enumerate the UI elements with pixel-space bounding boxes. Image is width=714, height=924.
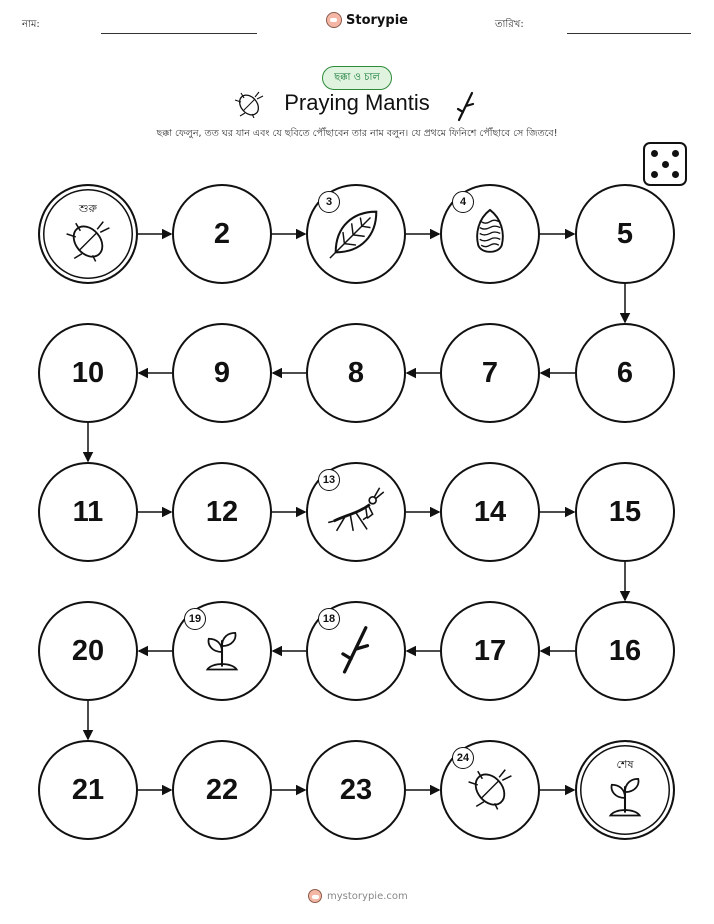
cell-number-badge: 4 — [452, 191, 474, 213]
cell-number-badge: 24 — [452, 747, 474, 769]
board-cell[interactable] — [440, 323, 540, 423]
cell-number: 6 — [616, 356, 634, 389]
finish-label: শেষ — [616, 758, 634, 771]
beetle-icon — [464, 766, 516, 814]
footer-url: mystorypie.com — [327, 890, 408, 902]
leaf-icon — [327, 203, 385, 265]
sprout-icon — [603, 771, 647, 823]
sprout-icon — [200, 625, 244, 677]
board-cell[interactable] — [306, 740, 406, 840]
board-cell[interactable] — [172, 323, 272, 423]
board-cell[interactable] — [38, 323, 138, 423]
board-cell[interactable] — [575, 462, 675, 562]
date-label: তারিখ: — [495, 19, 524, 30]
cell-number-badge: 19 — [184, 608, 206, 630]
cell-number: 9 — [213, 356, 231, 389]
cell-number: 21 — [71, 773, 105, 806]
cell-number: 5 — [616, 217, 634, 250]
beetle-icon — [62, 218, 114, 266]
start-cell[interactable] — [38, 184, 138, 284]
egg-case-icon — [472, 207, 508, 261]
cell-number-badge: 3 — [318, 191, 340, 213]
cell-number: 8 — [347, 356, 365, 389]
instructions: ছক্কা ফেলুন, তত ঘর যান এবং যে ছবিতে পৌঁছাবেন তার নাম বলুন। যে প্রথমে ফিনিশে পৌঁছাবে সে জিতবে! — [156, 128, 558, 139]
cell-number: 17 — [473, 634, 507, 667]
cell-number-badge: 13 — [318, 469, 340, 491]
cell-number: 23 — [339, 773, 373, 806]
finish-cell[interactable] — [575, 740, 675, 840]
start-label: শুরু — [79, 202, 97, 215]
board-cell[interactable] — [440, 601, 540, 701]
cell-number: 2 — [213, 217, 231, 250]
board-cell[interactable] — [38, 462, 138, 562]
board-cell[interactable] — [172, 184, 272, 284]
cell-number-badge: 18 — [318, 608, 340, 630]
board-cell[interactable] — [440, 462, 540, 562]
board-cell[interactable] — [172, 462, 272, 562]
name-label: নাম: — [22, 19, 40, 30]
cell-number: 10 — [71, 356, 105, 389]
cell-number: 22 — [205, 773, 239, 806]
board-cell[interactable] — [575, 323, 675, 423]
cell-number: 11 — [72, 495, 104, 528]
cell-number: 14 — [473, 495, 507, 528]
cell-number: 15 — [608, 495, 642, 528]
cell-number: 20 — [71, 634, 105, 667]
board-cell[interactable] — [172, 740, 272, 840]
board-cell[interactable] — [306, 323, 406, 423]
praying-mantis-icon — [325, 485, 387, 539]
board-cell[interactable] — [575, 601, 675, 701]
cell-number: 7 — [481, 356, 499, 389]
brand-name: Storypie — [346, 12, 408, 28]
storypie-logo-icon — [308, 889, 322, 903]
twig-icon — [338, 621, 374, 681]
cell-number: 16 — [608, 634, 642, 667]
board-cell[interactable] — [38, 601, 138, 701]
board-cell[interactable] — [575, 184, 675, 284]
cell-number: 12 — [205, 495, 239, 528]
board-cell[interactable] — [38, 740, 138, 840]
footer — [308, 889, 408, 903]
page-title: Praying Mantis — [284, 90, 430, 115]
game-type-badge: ছক্কা ও চাল — [322, 66, 392, 90]
